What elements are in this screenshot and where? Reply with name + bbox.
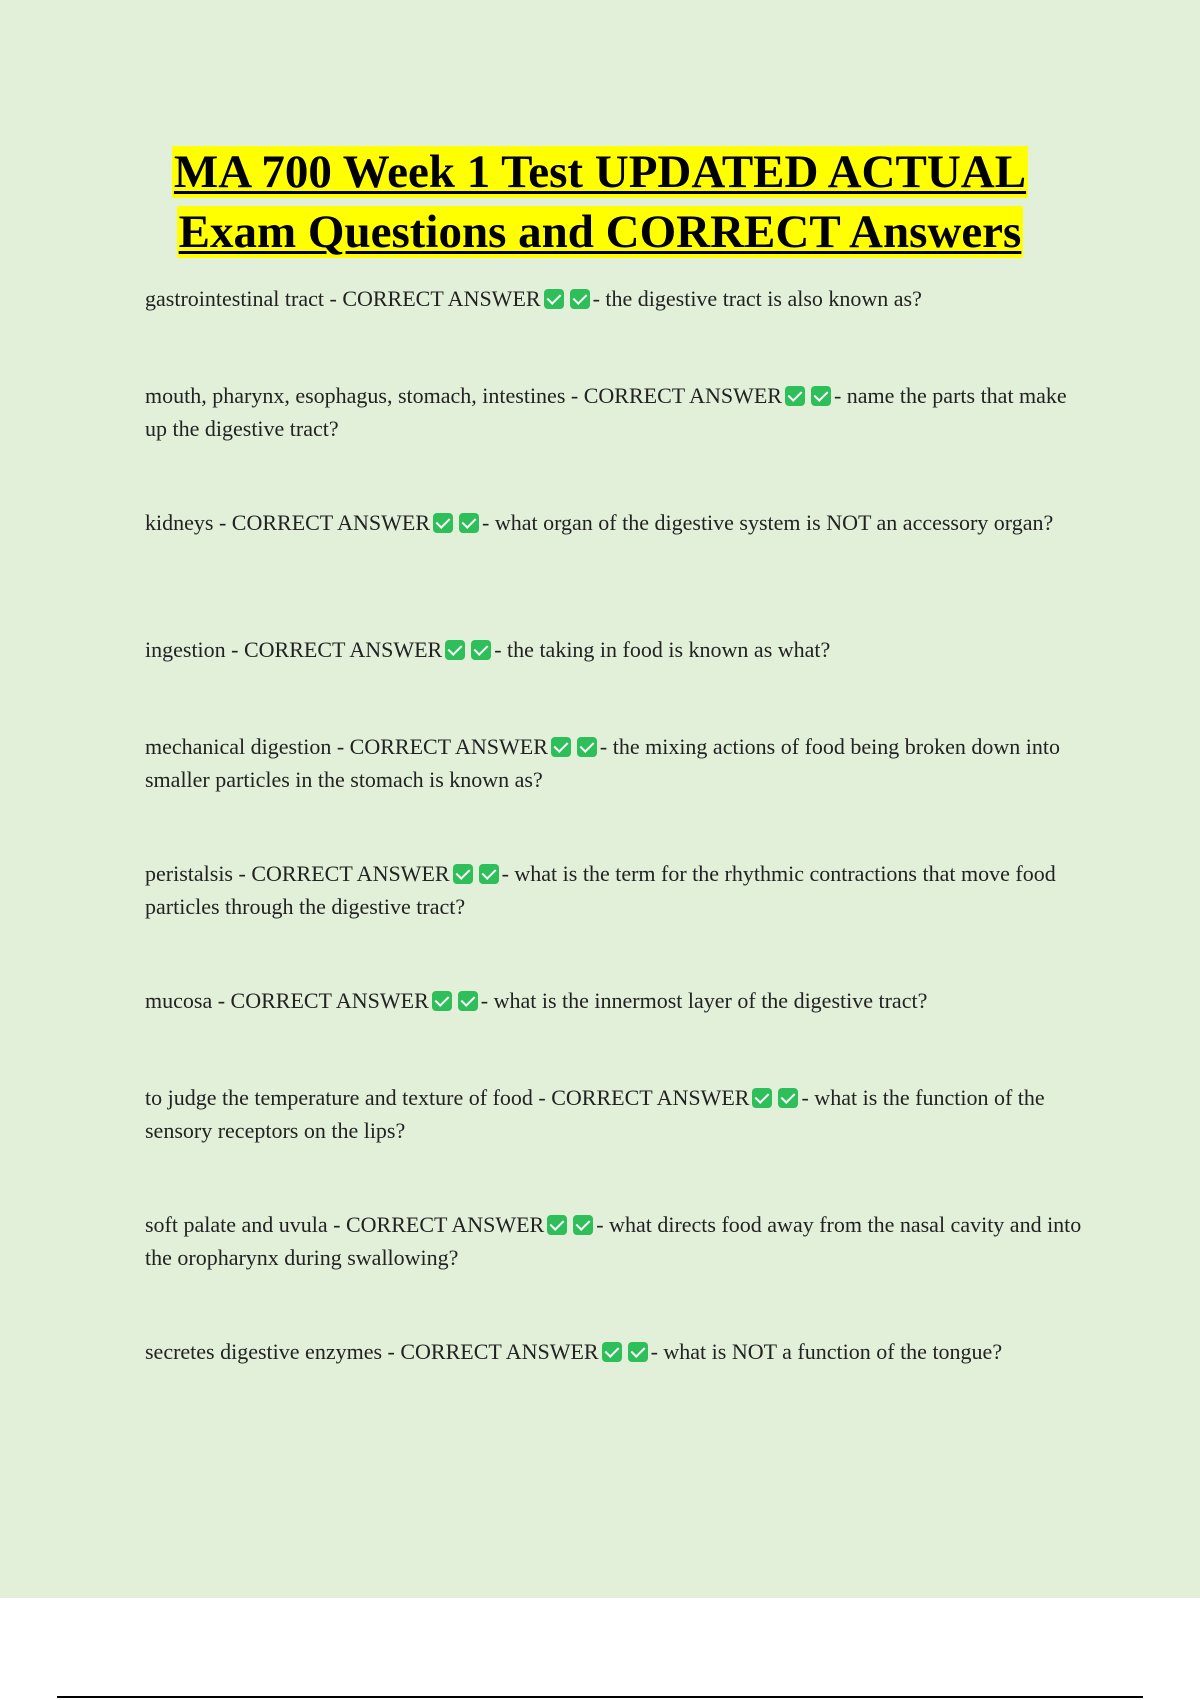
correct-answer-label: - CORRECT ANSWER bbox=[387, 1339, 599, 1364]
document-title bbox=[100, 142, 1100, 262]
qa-item bbox=[145, 1081, 1090, 1208]
correct-answer-label: - CORRECT ANSWER bbox=[231, 637, 443, 662]
qa-item bbox=[145, 282, 1090, 379]
question-text: - what is the function of the sensory receptors on the lips? bbox=[145, 1085, 1045, 1143]
answer-text: mechanical digestion bbox=[145, 734, 332, 759]
check-mark-icon bbox=[551, 737, 571, 757]
check-mark-icon bbox=[471, 640, 491, 660]
check-mark-icon bbox=[544, 289, 564, 309]
answer-text: to judge the temperature and texture of food bbox=[145, 1085, 533, 1110]
qa-item bbox=[145, 1335, 1090, 1462]
title-line-2: Exam Questions and CORRECT Answers bbox=[178, 206, 1022, 258]
answer-text: gastrointestinal tract bbox=[145, 286, 324, 311]
qa-item bbox=[145, 730, 1090, 857]
question-text: - what organ of the digestive system is NOT an accessory organ? bbox=[482, 510, 1054, 535]
check-mark-icon bbox=[445, 640, 465, 660]
question-text: - the taking in food is known as what? bbox=[494, 637, 831, 662]
qa-list bbox=[145, 282, 1090, 1462]
answer-text: mucosa bbox=[145, 988, 213, 1013]
correct-answer-label: - CORRECT ANSWER bbox=[570, 383, 782, 408]
correct-answer-label: - CORRECT ANSWER bbox=[329, 286, 541, 311]
question-text: - the digestive tract is also known as? bbox=[592, 286, 922, 311]
qa-item bbox=[145, 633, 1090, 730]
question-text: - what is NOT a function of the tongue? bbox=[650, 1339, 1003, 1364]
check-mark-icon bbox=[573, 1215, 593, 1235]
answer-text: ingestion bbox=[145, 637, 226, 662]
question-text: - what directs food away from the nasal cavity and into the oropharynx during swallowing? bbox=[145, 1212, 1082, 1270]
qa-item bbox=[145, 379, 1090, 506]
footer-divider bbox=[57, 1696, 1143, 1698]
qa-item bbox=[145, 506, 1090, 633]
check-mark-icon bbox=[778, 1088, 798, 1108]
question-text: - the mixing actions of food being broken down into smaller particles in the stomach is known as? bbox=[145, 734, 1060, 792]
check-mark-icon bbox=[602, 1342, 622, 1362]
answer-text: soft palate and uvula bbox=[145, 1212, 328, 1237]
check-mark-icon bbox=[811, 386, 831, 406]
check-mark-icon bbox=[570, 289, 590, 309]
question-text: - what is the term for the rhythmic contractions that move food particles through the digestive tract? bbox=[145, 861, 1056, 919]
check-mark-icon bbox=[459, 513, 479, 533]
check-mark-icon bbox=[752, 1088, 772, 1108]
correct-answer-label: - CORRECT ANSWER bbox=[538, 1085, 750, 1110]
qa-item bbox=[145, 857, 1090, 984]
question-text: - name the parts that make up the digestive tract? bbox=[145, 383, 1067, 441]
check-mark-icon bbox=[628, 1342, 648, 1362]
check-mark-icon bbox=[453, 864, 473, 884]
correct-answer-label: - CORRECT ANSWER bbox=[218, 510, 431, 535]
check-mark-icon bbox=[547, 1215, 567, 1235]
check-mark-icon bbox=[433, 513, 453, 533]
check-mark-icon bbox=[479, 864, 499, 884]
correct-answer-label: - CORRECT ANSWER bbox=[333, 1212, 545, 1237]
qa-item bbox=[145, 1208, 1090, 1335]
check-mark-icon bbox=[458, 991, 478, 1011]
answer-text: kidneys bbox=[145, 510, 214, 535]
question-text: - what is the innermost layer of the digestive tract? bbox=[480, 988, 928, 1013]
correct-answer-label: - CORRECT ANSWER bbox=[217, 988, 429, 1013]
check-mark-icon bbox=[577, 737, 597, 757]
answer-text: secretes digestive enzymes bbox=[145, 1339, 383, 1364]
answer-text: mouth, pharynx, esophagus, stomach, intestines bbox=[145, 383, 566, 408]
check-mark-icon bbox=[432, 991, 452, 1011]
qa-item bbox=[145, 984, 1090, 1081]
check-mark-icon bbox=[785, 386, 805, 406]
correct-answer-label: - CORRECT ANSWER bbox=[238, 861, 450, 886]
title-line-1: MA 700 Week 1 Test UPDATED ACTUAL bbox=[173, 146, 1027, 198]
correct-answer-label: - CORRECT ANSWER bbox=[336, 734, 548, 759]
answer-text: peristalsis bbox=[145, 861, 233, 886]
